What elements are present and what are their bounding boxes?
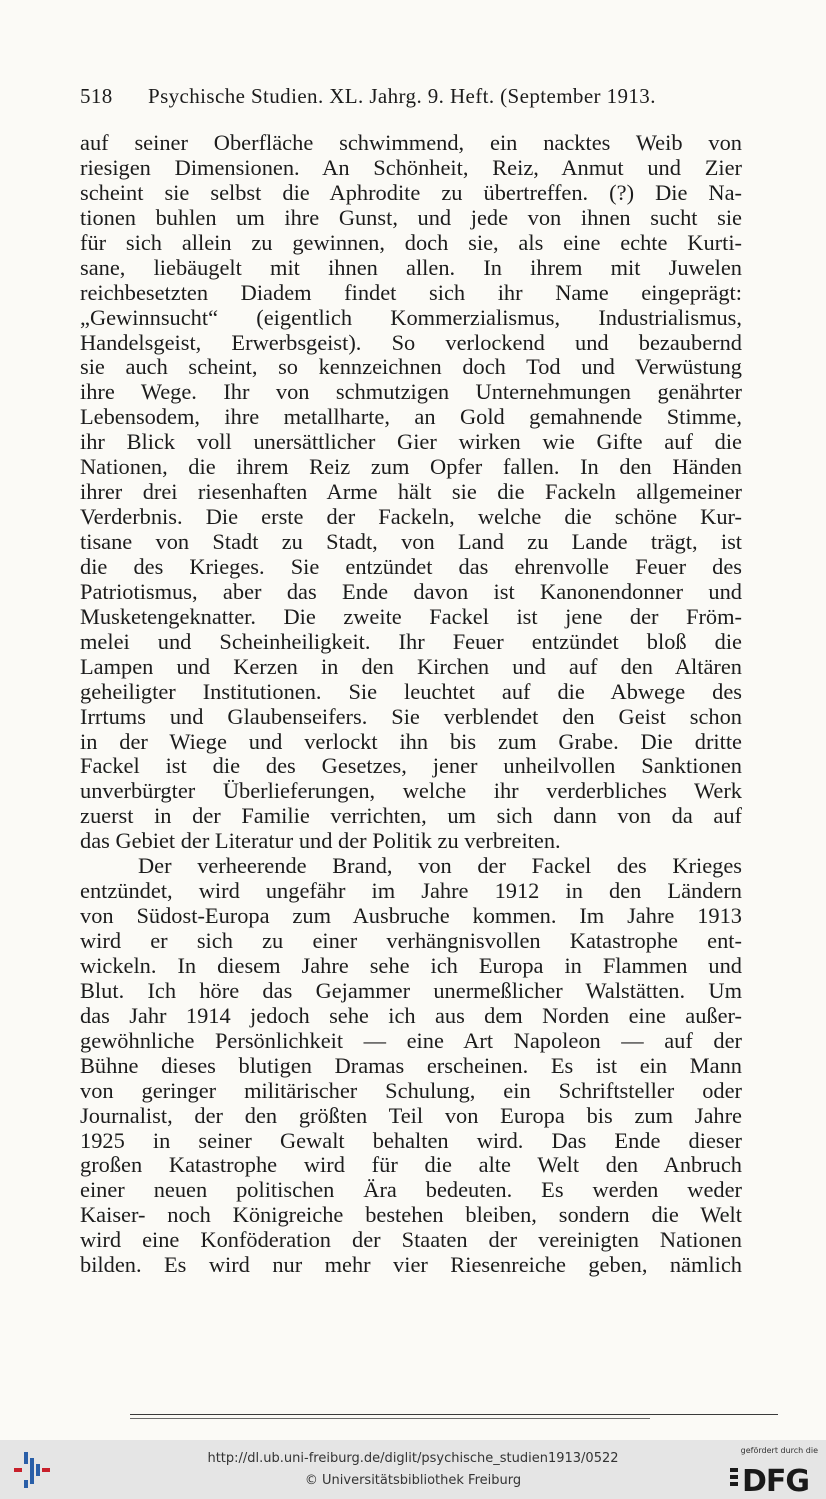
text-line: Bühne dieses blutigen Dramas erscheinen. Es ist ein Mann [80, 1053, 742, 1078]
text-line: Blut. Ich höre das Gejammer unermeßlicher Walstätten. Um [80, 978, 742, 1003]
text-line: wickeln. In diesem Jahre sehe ich Europa in Flammen und [80, 953, 742, 978]
text-line: von geringer militärischer Schulung, ein Schriftsteller oder [80, 1078, 742, 1103]
text-line: unverbürgter Überlieferungen, welche ihr verderbliches Werk [80, 779, 742, 804]
running-head-title: Psychische Studien. XL. Jahrg. 9. Heft. (September 1913. [148, 84, 656, 108]
text-line: einer neuen politischen Ära bedeuten. Es werden weder [80, 1178, 742, 1203]
dfg-block [722, 1444, 818, 1496]
text-line-paragraph-start: Der verheerende Brand, von der Fackel des Krieges [138, 854, 742, 879]
text-line: entzündet, wird ungefähr im Jahre 1912 in den Ländern [80, 879, 742, 904]
bottom-rule [130, 1414, 778, 1415]
text-line: sane, liebäugelt mit ihnen allen. In ihrem mit Juwelen [80, 255, 742, 280]
copyright-notice: © Universitätsbibliothek Freiburg [304, 1473, 522, 1488]
text-line: das Jahr 1914 jedoch sehe ich aus dem Norden eine außer- [80, 1003, 742, 1028]
page-number: 518 [80, 84, 113, 108]
text-line: Journalist, der den größten Teil von Europa bis zum Jahre [80, 1103, 742, 1128]
text-line: Musketengeknatter. Die zweite Fackel ist jene der Fröm- [80, 604, 742, 629]
text-line: reichbesetzten Diadem findet sich ihr Name eingeprägt: [80, 280, 742, 305]
text-line: wird eine Konföderation der Staaten der vereinigten Nationen [80, 1228, 742, 1253]
running-head [80, 84, 742, 114]
text-line: riesigen Dimensionen. An Schönheit, Reiz, Anmut und Zier [80, 155, 742, 180]
text-line: ihr Blick voll unersättlicher Gier wirken wie Gifte auf die [80, 430, 742, 455]
text-line: ihre Wege. Ihr von schmutzigen Unternehmungen genährter [80, 380, 742, 405]
text-line: Fackel ist die des Gesetzes, jener unheilvollen Sanktionen [80, 754, 742, 779]
text-line: gewöhnliche Persönlichkeit — eine Art Napoleon — auf der [80, 1028, 742, 1053]
text-line: Verderbnis. Die erste der Fackeln, welche die schöne Kur- [80, 505, 742, 530]
digitization-footer [0, 1440, 826, 1499]
dfg-logo-icon [728, 1458, 818, 1494]
text-line: Patriotismus, aber das Ende davon ist Kanonendonner und [80, 579, 742, 604]
dfg-logo-text: DFG [742, 1464, 810, 1494]
text-line: in der Wiege und verlockt ihn bis zum Grabe. Die dritte [80, 729, 742, 754]
bottom-rule-secondary [130, 1418, 650, 1419]
text-line: zuerst in der Familie verrichten, um sich dann von da auf [80, 804, 742, 829]
funding-note: gefördert durch die [740, 1446, 818, 1455]
text-line-paragraph-end: das Gebiet der Literatur und der Politik zu verbreiten. [80, 829, 561, 854]
text-line: tisane von Stadt zu Stadt, von Land zu Lande trägt, ist [80, 530, 742, 554]
source-url-link[interactable]: http://dl.ub.uni-freiburg.de/diglit/psychische_studien1913/0522 [207, 1451, 619, 1466]
text-line: 1925 in seiner Gewalt behalten wird. Das Ende dieser [80, 1128, 742, 1153]
text-line: tionen buhlen um ihre Gunst, und jede von ihnen sucht sie [80, 205, 742, 230]
text-line: für sich allein zu gewinnen, doch sie, als eine echte Kurti- [80, 230, 742, 255]
text-line: auf seiner Oberfläche schwimmend, ein nacktes Weib von [80, 131, 742, 155]
body-text [80, 131, 742, 1278]
text-line: scheint sie selbst die Aphrodite zu übertreffen. (?) Die Na- [80, 180, 742, 205]
text-line: Nationen, die ihrem Reiz zum Opfer fallen. In den Händen [80, 455, 742, 480]
text-line: wird er sich zu einer verhängnisvollen Katastrophe ent- [80, 929, 742, 953]
text-line: die des Krieges. Sie entzündet das ehrenvolle Feuer des [80, 554, 742, 579]
text-line: Kaiser- noch Königreiche bestehen bleiben, sondern die Welt [80, 1203, 742, 1228]
text-line: ihrer drei riesenhaften Arme hält sie die Fackeln allgemeiner [80, 480, 742, 505]
text-line: Handelsgeist, Erwerbsgeist). So verlockend und bezaubernd [80, 330, 742, 355]
text-line: melei und Scheinheiligkeit. Ihr Feuer entzündet bloß die [80, 629, 742, 654]
text-line: von Südost-Europa zum Ausbruche kommen. Im Jahre 1913 [80, 904, 742, 929]
text-line: großen Katastrophe wird für die alte Welt den Anbruch [80, 1153, 742, 1178]
text-line: Lampen und Kerzen in den Kirchen und auf den Altären [80, 654, 742, 679]
text-line: Irrtums und Glaubenseifers. Sie verblendet den Geist schon [80, 704, 742, 729]
text-line: „Gewinnsucht“ (eigentlich Kommerzialismus, Industrialismus, [80, 305, 742, 330]
text-line: Lebensodem, ihre metallharte, an Gold gemahnende Stimme, [80, 405, 742, 430]
text-line: geheiligter Institutionen. Sie leuchtet auf die Abwege des [80, 679, 742, 704]
text-line: bilden. Es wird nur mehr vier Riesenreiche geben, nämlich [80, 1253, 742, 1278]
text-line: sie auch scheint, so kennzeichnen doch Tod und Verwüstung [80, 355, 742, 380]
